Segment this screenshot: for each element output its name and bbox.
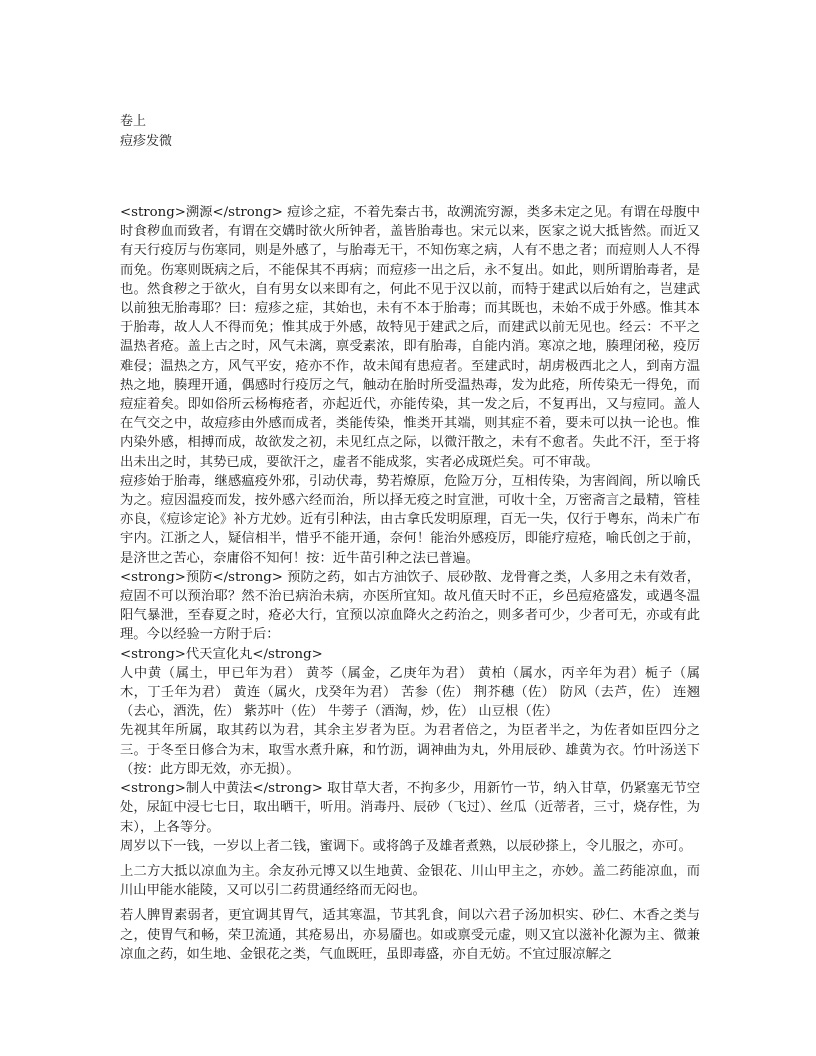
chapter-title: 痘疹发微 bbox=[120, 134, 173, 149]
paragraph-formula-title: <strong>代天宣化丸</strong> bbox=[120, 646, 323, 662]
volume-label: 卷上 bbox=[120, 114, 147, 129]
paragraph-renzhonghuang-method: <strong>制人中黄法</strong> 取甘草大者，不拘多少，用新竹一节，纳入甘草，仍紧塞无节空处，尿缸中浸七七日，取出晒干，听用。消毒丹、辰砂（飞过）、丝瓜（近蒂者，三寸，烧存性，为末），上各等分。 bbox=[120, 781, 700, 835]
document-page bbox=[120, 112, 700, 964]
paragraph-prevention: <strong>预防</strong> 预防之药，如古方油饮子、辰砂散、龙骨膏之类，人多用之未有效者，痘固不可以预治耶？然不治已病治未病，亦医所宜知。故凡值天时不正，乡邑痘疮盛发，或遇冬温阳气暴泄，至春夏之时，疮必大行，宜预以凉血降火之药治之，则多者可少，少者可无，亦或有此理。今以经验一方附于后： bbox=[120, 569, 700, 643]
header-spacer bbox=[120, 152, 700, 203]
paragraph-commentary: 痘疹始于胎毒，继感瘟疫外邪，引动伏毒，势若燎原，危险万分，互相传染，为害阎阎，所以喻氏为之。痘因温疫而发，按外感六经而治，所以择无疫之时宣泄，可收十全，万密斋言之最精，管桂亦良，《痘诊定论》补方尤妙。近有引种法，由古拿氏发明原理，百无一失，仅行于粤东，尚未广布宇内。江浙之人，疑信相半，惜乎不能开通，奈何！能治外感疫厉，即能疗痘疮，喻氏创之于前，是济世之苦心，奈庸俗不知何！按：近牛苗引种之法已普遍。 bbox=[120, 473, 700, 566]
body-text bbox=[120, 203, 700, 964]
paragraph-origin: <strong>溯源</strong> 痘诊之症，不着先秦古书，故溯流穷源，类多未定之见。有谓在母腹中时食秽血而致者，有谓在交媾时欲火所钟者，盖皆胎毒也。宋元以来，医家之说大抵皆然。而近又有天行疫厉与伤寒同，则是外感了，与胎毒无干，不知伤寒之病，人有不患之者；而痘则人人不得而免。伤寒则既病之后，不能保其不再病；而痘疹一出之后，永不复出。如此，则所谓胎毒者，是也。然食秽之于欲火，自有男女以来即有之，何此不见于汉以前，而特于建武以后始有之，岂建武以前独无胎毒耶？曰：痘疹之症，其始也，未有不本于胎毒；而其既也，未始不成于外感。惟其本于胎毒，故人人不得而免；惟其成于外感，故特见于建武之后，而建武以前无见也。经云：不平之温热者疮。盖上古之时，风气未漓，禀受素浓，即有胎毒，自能内消。寒凉之地，腠理闭秘，疫厉难侵；温热之方，风气平安，疮亦不作，故未闻有患痘者。至建武时，胡虏极西北之人，到南方温热之地，腠理开通，偶感时行疫厉之气，触动在胎时所受温热毒，发为此疮，所传染无一得免，而痘症着矣。即如俗所云杨梅疮者，亦起近代，亦能传染，其一发之后，不复再出，又与痘同。盖人在气交之中，故痘疹由外感而成者，类能传染，惟类开其端，则其症不着，要未可以执一论也。惟内染外感，相搏而成，故欲发之初，未见红点之际，以微汗散之，未有不愈者。失此不汗，至于将出未出之时，其势已成，要欲汗之，虚者不能成浆，实者必成斑烂矣。可不审哉。 bbox=[120, 205, 700, 470]
paragraph-notes: 上二方大抵以凉血为主。余友孙元博又以生地黄、金银花、川山甲主之，亦妙。盖二药能凉血，而川山甲能水能陵，又可以引二药贯通经络而无闷也。 bbox=[120, 863, 700, 899]
paragraph-spleen: 若人脾胃素弱者，更宜调其胃气，适其寒温，节其乳食，间以六君子汤加枳实、砂仁、木香之类与之，使胃气和畅，荣卫流通，其疮易出，亦易靥也。如或禀受元虚，则又宜以滋补化源为主、微兼凉血之药，如生地、金银花之类，气血既旺，虽即毒盛，亦自无妨。不宜过服凉解之 bbox=[120, 908, 700, 962]
paragraph-formula-ingredients: 人中黄（属土，甲已年为君） 黄芩（属金，乙庚年为君） 黄柏（属水，丙辛年为君）栀子（属木，丁壬年为君） 黄连（属火，戊癸年为君） 苦参（佐） 荆芥穗（佐） 防风（去芦，佐） 连翘（去心，酒洗，佐） 紫苏叶（佐） 牛蒡子（酒淘，炒，佐） 山豆根（佐） bbox=[120, 665, 700, 720]
paragraph-formula-method: 先视其年所属，取其药以为君，其余主岁者为臣。为君者倍之，为臣者半之，为佐者如臣四分之三。于冬至日修合为末，取雪水煮升麻，和竹沥，调神曲为丸，外用辰砂、雄黄为衣。竹叶汤送下（按：此方即无效，亦无损）。 bbox=[120, 723, 700, 777]
paragraph-dosage: 周岁以下一钱，一岁以上者二钱，蜜调下。或将鸽子及雄者煮熟，以辰砂搽上，令儿服之，亦可。 bbox=[120, 838, 692, 854]
